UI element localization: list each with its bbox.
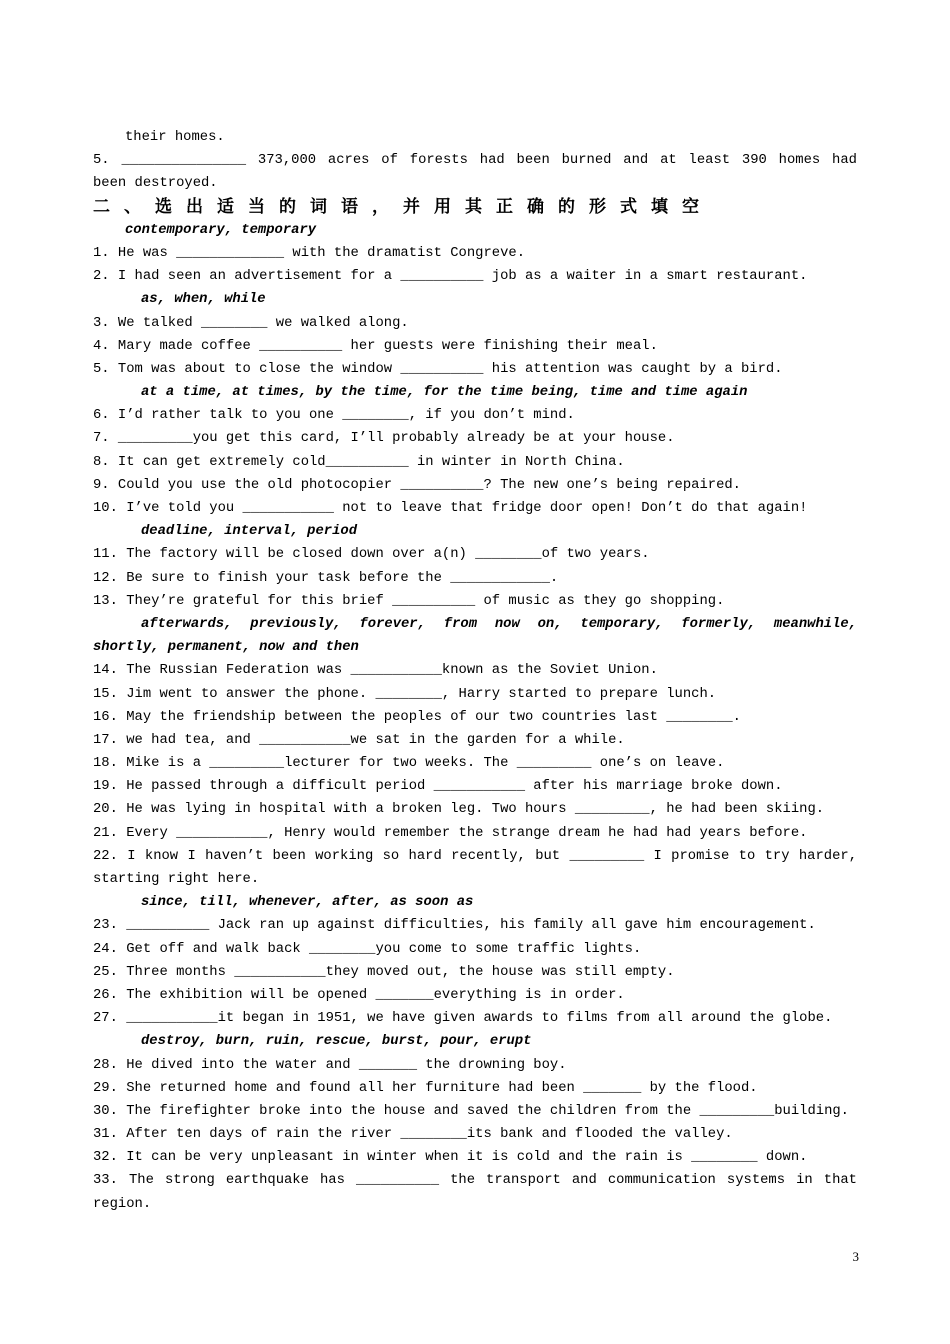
question-item-continuation: starting right here. (93, 871, 260, 887)
question-item: 24. Get off and walk back ________you come to some traffic lights. (93, 940, 642, 957)
section-heading: 二、选出适当的词语，并用其正确的形式填空 (93, 196, 713, 217)
word-bank: as, when, while (141, 291, 266, 308)
question-item: 2. I had seen an advertisement for a __________ job as a waiter in a smart restaurant. (93, 268, 808, 285)
question-item: 5. _______________ 373,000 acres of forests had been burned and at least 390 homes had (93, 152, 857, 169)
word-bank: deadline, interval, period (141, 523, 357, 540)
word-bank: contemporary, temporary (125, 221, 317, 238)
word-bank: destroy, burn, ruin, rescue, burst, pour, erupt (141, 1033, 532, 1050)
question-item: 1. He was _____________ with the dramatist Congreve. (93, 244, 525, 261)
page-number: 3 (852, 1249, 859, 1264)
question-item: 27. ___________it began in 1951, we have given awards to films from all around the globe. (93, 1010, 833, 1027)
word-bank-continuation: shortly, permanent, now and then (93, 639, 359, 656)
question-item: 23. __________ Jack ran up against difficulties, his family all gave him encouragement. (93, 917, 816, 934)
question-item: 4. Mary made coffee __________ her guests were finishing their meal. (93, 337, 658, 354)
question-item: 12. Be sure to finish your task before the ____________. (93, 569, 559, 586)
question-item: 3. We talked ________ we walked along. (93, 314, 409, 331)
question-item: 5. Tom was about to close the window __________ his attention was caught by a bird. (93, 360, 783, 377)
question-item: 15. Jim went to answer the phone. ________, Harry started to prepare lunch. (93, 685, 717, 702)
question-item: 21. Every ___________, Henry would remember the strange dream he had had years before. (93, 824, 808, 841)
question-item: 33. The strong earthquake has __________ the transport and communication systems in that (93, 1172, 857, 1189)
question-item: 29. She returned home and found all her furniture had been _______ by the flood. (93, 1079, 758, 1096)
carryover-line: their homes. (125, 129, 225, 145)
question-item: 28. He dived into the water and _______ the drowning boy. (93, 1056, 567, 1073)
question-item: 20. He was lying in hospital with a broken leg. Two hours _________, he had been skiing. (93, 801, 825, 818)
question-item: 8. It can get extremely cold__________ in winter in North China. (93, 453, 625, 470)
question-item: 18. Mike is a _________lecturer for two weeks. The _________ one’s on leave. (93, 755, 725, 772)
question-item: 13. They’re grateful for this brief __________ of music as they go shopping. (93, 592, 725, 609)
question-item: 16. May the friendship between the peoples of our two countries last ________. (93, 708, 741, 725)
word-bank: at a time, at times, by the time, for the time being, time and time again (141, 384, 748, 401)
question-item: 7. _________you get this card, I’ll probably already be at your house. (93, 430, 675, 447)
question-item: 10. I’ve told you ___________ not to leave that fridge door open! Don’t do that again! (93, 500, 808, 516)
question-item: 22. I know I haven’t been working so hard recently, but _________ I promise to try harder, (93, 847, 857, 864)
question-item: 26. The exhibition will be opened _______everything is in order. (93, 986, 625, 1003)
question-item: 9. Could you use the old photocopier __________? The new one’s being repaired. (93, 476, 741, 493)
question-item: 17. we had tea, and ___________we sat in the garden for a while. (93, 731, 625, 748)
question-item: 14. The Russian Federation was ___________known as the Soviet Union. (93, 662, 658, 679)
exercise-text (93, 126, 857, 1216)
question-item: 30. The firefighter broke into the house and saved the children from the _________building. (93, 1102, 849, 1119)
word-bank: afterwards, previously, forever, from now on, temporary, formerly, meanwhile, (141, 615, 857, 632)
question-item: 6. I’d rather talk to you one ________, if you don’t mind. (93, 407, 575, 424)
question-item: 25. Three months ___________they moved out, the house was still empty. (93, 963, 675, 980)
question-item-continuation: region. (93, 1195, 152, 1212)
question-item: 32. It can be very unpleasant in winter when it is cold and the rain is ________ down. (93, 1149, 808, 1166)
question-item: 11. The factory will be closed down over a(n) ________of two years. (93, 546, 650, 563)
question-item-continuation: been destroyed. (93, 175, 218, 192)
question-item: 19. He passed through a difficult period ___________ after his marriage broke down. (93, 778, 783, 795)
word-bank: since, till, whenever, after, as soon as (141, 894, 474, 911)
question-item: 31. After ten days of rain the river ________its bank and flooded the valley. (93, 1126, 733, 1143)
